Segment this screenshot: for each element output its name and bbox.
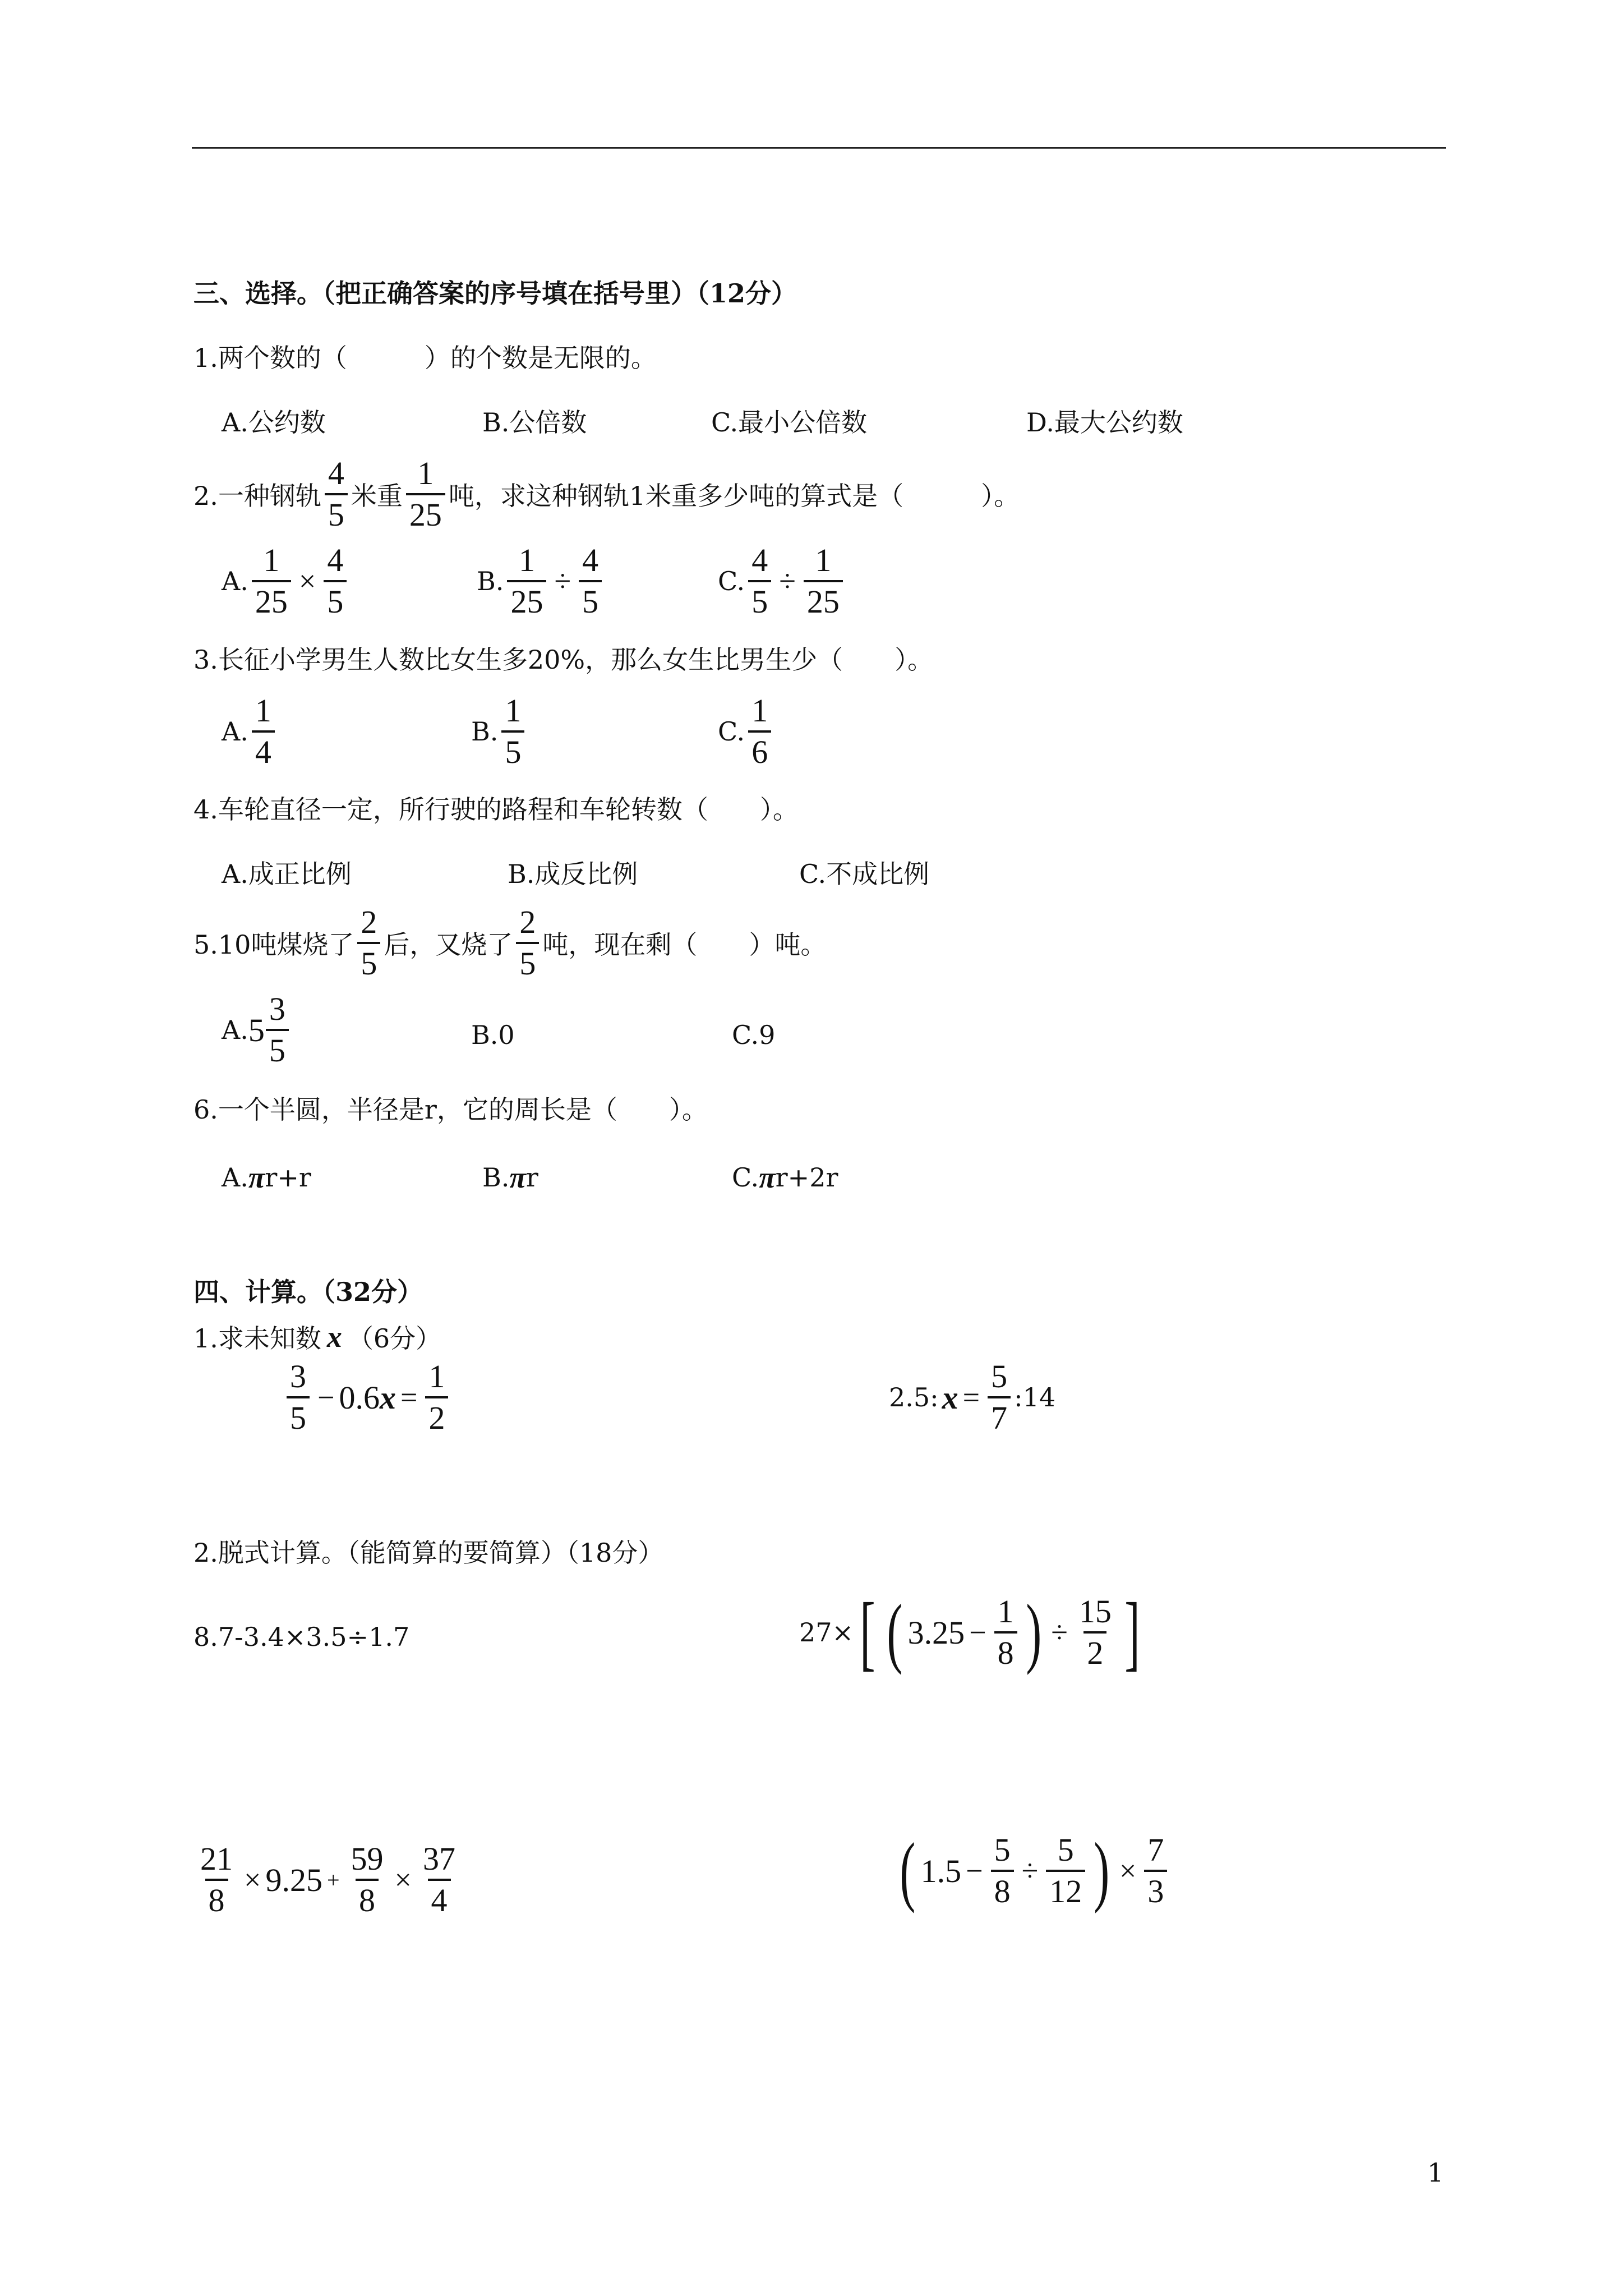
option-label: A. bbox=[222, 1162, 248, 1193]
sub1-title bbox=[193, 1318, 441, 1355]
numerator: 1 bbox=[751, 692, 768, 729]
denominator: 5 bbox=[501, 730, 524, 769]
decimal-value: 3.25 bbox=[907, 1614, 965, 1651]
numerator: 5 bbox=[991, 1358, 1008, 1395]
numerator: 3 bbox=[269, 991, 285, 1027]
variable-x: x bbox=[942, 1379, 958, 1416]
fraction bbox=[748, 694, 771, 769]
q3-option-a bbox=[222, 694, 278, 769]
fraction bbox=[425, 1360, 448, 1434]
denominator: 5 bbox=[357, 942, 380, 980]
decimal-value: 9.25 bbox=[265, 1861, 322, 1898]
equation-2 bbox=[889, 1360, 1055, 1434]
page-number: 1 bbox=[1427, 2157, 1444, 2188]
q5-option-a bbox=[222, 993, 292, 1067]
q5-suffix: 吨，现在剩（ ）吨。 bbox=[542, 930, 827, 960]
equals-sign: = bbox=[400, 1381, 418, 1414]
option-label: B. bbox=[471, 716, 499, 747]
pi-symbol: π bbox=[509, 1161, 526, 1194]
denominator: 5 bbox=[324, 580, 347, 618]
numerator: 37 bbox=[423, 1841, 455, 1877]
mixed-whole: 5 bbox=[248, 1011, 265, 1048]
option-label: B. bbox=[477, 566, 504, 596]
operator: ÷ bbox=[554, 564, 571, 598]
option-label: C. bbox=[718, 566, 745, 596]
numerator: 4 bbox=[328, 455, 344, 491]
fraction bbox=[748, 544, 771, 618]
denominator: 4 bbox=[428, 1879, 451, 1917]
right-paren: ) bbox=[1025, 1589, 1041, 1676]
minus-sign: − bbox=[969, 1616, 986, 1649]
fraction bbox=[197, 1843, 236, 1917]
option-label: C. bbox=[718, 716, 745, 747]
numerator: 1 bbox=[815, 542, 832, 578]
denominator: 8 bbox=[994, 1631, 1017, 1669]
section4-title: 四、计算。（32分） bbox=[193, 1277, 423, 1307]
divide-sign: ÷ bbox=[1051, 1616, 1068, 1649]
denominator: 8 bbox=[991, 1870, 1014, 1908]
times-sign: × bbox=[1119, 1854, 1137, 1888]
q4-text: 4.车轮直径一定，所行驶的路程和车轮转数（ ）。 bbox=[193, 794, 799, 825]
variable-x: x bbox=[326, 1320, 342, 1354]
q1-option-d: D.最大公约数 bbox=[1026, 407, 1183, 438]
right-bracket: ] bbox=[1124, 1586, 1140, 1679]
fraction bbox=[266, 993, 289, 1067]
option-rest: r+2r bbox=[775, 1162, 838, 1193]
sub2-title: 2.脱式计算。（能简算的要简算）（18分） bbox=[193, 1538, 664, 1568]
q4-option-a: A.成正比例 bbox=[222, 859, 352, 889]
fraction bbox=[804, 544, 843, 618]
numerator: 7 bbox=[1147, 1832, 1164, 1868]
q1-option-b: B.公倍数 bbox=[482, 407, 587, 438]
q5-prefix: 5.10吨煤烧了 bbox=[193, 930, 354, 960]
q2-fraction-weight bbox=[406, 457, 445, 531]
denominator: 4 bbox=[252, 730, 275, 769]
variable-x: x bbox=[379, 1379, 396, 1416]
option-rest: r bbox=[525, 1162, 538, 1193]
numerator: 2 bbox=[519, 904, 536, 940]
option-label: B. bbox=[482, 1162, 510, 1193]
option-rest: r+r bbox=[265, 1162, 311, 1193]
left-paren: ( bbox=[900, 1827, 916, 1914]
q6-option-a bbox=[222, 1160, 311, 1195]
numerator: 15 bbox=[1078, 1593, 1112, 1630]
expression-2 bbox=[799, 1586, 1146, 1679]
q1-option-c: C.最小公倍数 bbox=[711, 407, 868, 438]
q6-text: 6.一个半圆，半径是r，它的周长是（ ）。 bbox=[193, 1094, 708, 1125]
left-bracket: [ bbox=[860, 1586, 875, 1679]
numerator: 59 bbox=[351, 1841, 384, 1877]
numerator: 4 bbox=[751, 542, 768, 578]
fraction bbox=[348, 1843, 387, 1917]
denominator: 5 bbox=[748, 580, 771, 618]
numerator: 5 bbox=[1057, 1832, 1074, 1868]
times-sign: × bbox=[244, 1863, 261, 1897]
expr2-lead: 27× bbox=[799, 1617, 854, 1648]
numerator: 5 bbox=[994, 1832, 1011, 1868]
fraction bbox=[988, 1360, 1011, 1434]
denominator: 5 bbox=[266, 1029, 289, 1067]
numerator: 1 bbox=[255, 692, 271, 729]
expression-3 bbox=[193, 1843, 462, 1917]
header-rule bbox=[192, 147, 1446, 149]
q2-option-a bbox=[222, 544, 350, 618]
denominator: 5 bbox=[516, 942, 539, 980]
q5-question bbox=[193, 906, 826, 980]
eq2-tail: :14 bbox=[1014, 1382, 1056, 1412]
denominator: 25 bbox=[507, 580, 546, 618]
denominator: 25 bbox=[252, 580, 291, 618]
sub1-title-prefix: 1.求未知数 bbox=[193, 1323, 321, 1354]
denominator: 12 bbox=[1046, 1870, 1085, 1908]
q2-fraction-length bbox=[325, 457, 348, 531]
numerator: 1 bbox=[518, 542, 535, 578]
fraction bbox=[501, 694, 524, 769]
q2-option-c bbox=[718, 544, 846, 618]
numerator: 4 bbox=[582, 542, 599, 578]
denominator: 5 bbox=[579, 580, 602, 618]
q3-option-c bbox=[718, 694, 774, 769]
numerator: 1 bbox=[505, 692, 522, 729]
option-label: A. bbox=[222, 566, 248, 596]
minus-sign: − bbox=[966, 1854, 983, 1888]
denominator: 2 bbox=[425, 1396, 448, 1434]
fraction bbox=[991, 1834, 1014, 1908]
fraction bbox=[1046, 1834, 1085, 1908]
numerator: 3 bbox=[290, 1358, 306, 1395]
decimal-value: 1.5 bbox=[920, 1852, 962, 1889]
denominator: 5 bbox=[287, 1396, 310, 1434]
numerator: 2 bbox=[361, 904, 377, 940]
q2-prefix: 2.一种钢轨 bbox=[193, 481, 321, 511]
q3-option-b bbox=[471, 694, 528, 769]
numerator: 4 bbox=[327, 542, 344, 578]
fraction bbox=[1144, 1834, 1167, 1908]
q3-text: 3.长征小学男生人数比女生多20%，那么女生比男生少（ ）。 bbox=[193, 645, 934, 675]
numerator: 1 bbox=[428, 1358, 445, 1395]
denominator: 8 bbox=[205, 1879, 228, 1917]
left-paren: ( bbox=[887, 1589, 903, 1676]
q6-option-c bbox=[732, 1160, 838, 1195]
numerator: 1 bbox=[263, 542, 280, 578]
operator: ÷ bbox=[779, 564, 796, 598]
fraction bbox=[419, 1843, 459, 1917]
fraction bbox=[994, 1595, 1017, 1669]
q4-option-b: B.成反比例 bbox=[508, 859, 638, 889]
fraction bbox=[579, 544, 602, 618]
q6-option-b bbox=[482, 1160, 538, 1195]
equation-1 bbox=[283, 1360, 451, 1434]
pi-symbol: π bbox=[759, 1161, 776, 1194]
fraction bbox=[252, 694, 275, 769]
eq2-lead: 2.5: bbox=[889, 1382, 939, 1412]
minus-sign: − bbox=[317, 1381, 335, 1414]
denominator: 7 bbox=[988, 1396, 1011, 1434]
q5-fraction-1 bbox=[357, 906, 380, 980]
numerator: 1 bbox=[417, 455, 434, 491]
q5-fraction-2 bbox=[516, 906, 539, 980]
q2-suffix: 吨，求这种钢轨1米重多少吨的算式是（ ）。 bbox=[448, 481, 1020, 511]
option-label: A. bbox=[222, 1015, 248, 1045]
expression-4 bbox=[895, 1827, 1170, 1914]
plus-sign: + bbox=[326, 1867, 340, 1893]
q1-option-a: A.公约数 bbox=[222, 407, 326, 438]
denominator: 5 bbox=[325, 493, 348, 531]
q5-mid: 后，又烧了 bbox=[384, 930, 513, 960]
coefficient: 0.6 bbox=[339, 1379, 380, 1416]
q5-option-b: B.0 bbox=[471, 1020, 515, 1050]
q2-option-b bbox=[477, 544, 605, 618]
denominator: 8 bbox=[356, 1879, 379, 1917]
option-label: C. bbox=[732, 1162, 759, 1193]
denominator: 3 bbox=[1144, 1870, 1167, 1908]
fraction bbox=[1076, 1595, 1115, 1669]
numerator: 1 bbox=[997, 1593, 1014, 1630]
q1-text: 1.两个数的（ ）的个数是无限的。 bbox=[193, 343, 657, 373]
denominator: 25 bbox=[804, 580, 843, 618]
denominator: 2 bbox=[1083, 1631, 1106, 1669]
equals-sign: = bbox=[962, 1381, 980, 1414]
fraction bbox=[324, 544, 347, 618]
right-paren: ) bbox=[1094, 1827, 1110, 1914]
denominator: 25 bbox=[406, 493, 445, 531]
denominator: 6 bbox=[748, 730, 771, 769]
divide-sign: ÷ bbox=[1021, 1854, 1039, 1888]
q4-option-c: C.不成比例 bbox=[799, 859, 930, 889]
option-label: A. bbox=[222, 716, 248, 747]
times-sign: × bbox=[394, 1863, 412, 1897]
fraction bbox=[252, 544, 291, 618]
q2-mid: 米重 bbox=[351, 481, 403, 511]
q5-option-c: C.9 bbox=[732, 1020, 776, 1050]
q2-question bbox=[193, 457, 1020, 531]
expression-1: 8.7-3.4×3.5÷1.7 bbox=[193, 1622, 410, 1652]
fraction bbox=[287, 1360, 310, 1434]
operator: × bbox=[298, 564, 316, 598]
numerator: 21 bbox=[200, 1841, 233, 1877]
section3-title: 三、选择。（把正确答案的序号填在括号里）（12分） bbox=[193, 278, 797, 309]
fraction bbox=[507, 544, 546, 618]
sub1-title-suffix: （6分） bbox=[347, 1323, 442, 1354]
pi-symbol: π bbox=[248, 1161, 265, 1194]
